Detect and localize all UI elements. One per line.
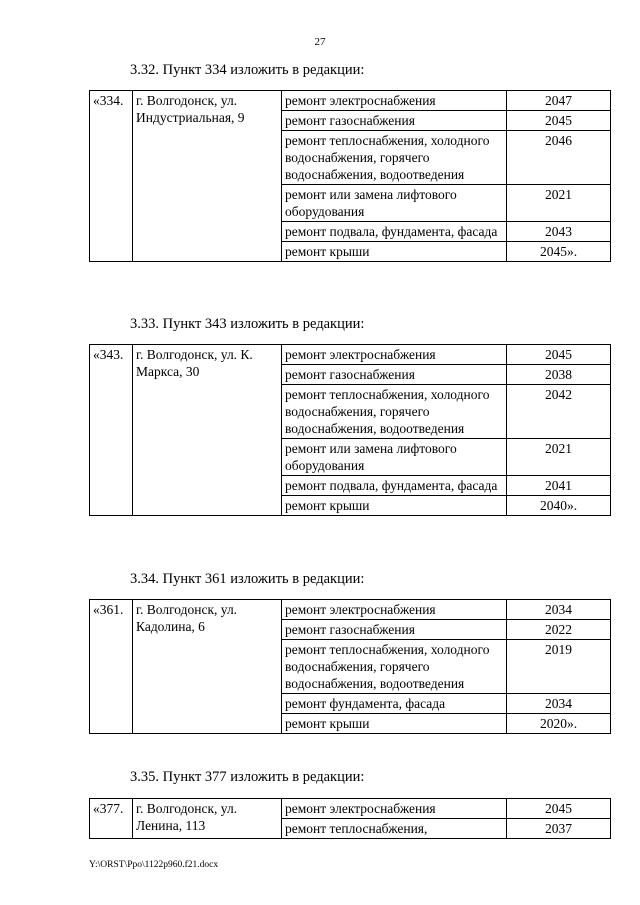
year-cell: 2046 (507, 131, 611, 185)
work-type-cell: ремонт электроснабжения (282, 600, 507, 620)
address-cell: г. Волгодонск, ул. Ленина, 113 (133, 799, 282, 839)
year-cell: 2021 (507, 439, 611, 476)
work-type-cell: ремонт теплоснабжения, (282, 819, 507, 839)
year-cell: 2037 (507, 819, 611, 839)
year-cell: 2019 (507, 640, 611, 694)
year-cell: 2043 (507, 222, 611, 242)
work-type-cell: ремонт газоснабжения (282, 111, 507, 131)
page-number: 27 (314, 36, 326, 48)
item-number: «343. (90, 345, 133, 516)
work-type-cell: ремонт подвала, фундамента, фасада (282, 476, 507, 496)
year-cell: 2034 (507, 600, 611, 620)
item-number: «334. (90, 91, 133, 262)
year-cell: 2020». (507, 714, 611, 734)
year-cell: 2041 (507, 476, 611, 496)
section-heading: 3.32. Пункт 334 изложить в редакции: (130, 62, 365, 78)
item-number: «361. (90, 600, 133, 734)
work-type-cell: ремонт крыши (282, 242, 507, 262)
address-cell: г. Волгодонск, ул. Индустриальная, 9 (133, 91, 282, 262)
schedule-table (89, 798, 611, 839)
year-cell: 2045 (507, 111, 611, 131)
table-row (90, 600, 611, 620)
year-cell: 2040». (507, 496, 611, 516)
year-cell: 2045 (507, 799, 611, 819)
year-cell: 2034 (507, 694, 611, 714)
work-type-cell: ремонт газоснабжения (282, 620, 507, 640)
work-type-cell: ремонт подвала, фундамента, фасада (282, 222, 507, 242)
work-type-cell: ремонт электроснабжения (282, 345, 507, 365)
work-type-cell: ремонт теплоснабжения, холодного водоснабжения, горячего водоснабжения, водоотведения (282, 385, 507, 439)
year-cell: 2047 (507, 91, 611, 111)
year-cell: 2042 (507, 385, 611, 439)
work-type-cell: ремонт крыши (282, 496, 507, 516)
schedule-table (89, 90, 611, 262)
work-type-cell: ремонт газоснабжения (282, 365, 507, 385)
work-type-cell: ремонт электроснабжения (282, 799, 507, 819)
footer-file-path: Y:\ORST\Ppo\1122p960.f21.docx (89, 860, 219, 870)
year-cell: 2045 (507, 345, 611, 365)
work-type-cell: ремонт электроснабжения (282, 91, 507, 111)
address-cell: г. Волгодонск, ул. Кадолина, 6 (133, 600, 282, 734)
table-row (90, 799, 611, 819)
section-heading: 3.34. Пункт 361 изложить в редакции: (130, 571, 365, 587)
table-row (90, 91, 611, 111)
schedule-table (89, 344, 611, 516)
work-type-cell: ремонт теплоснабжения, холодного водоснабжения, горячего водоснабжения, водоотведения (282, 640, 507, 694)
work-type-cell: ремонт фундамента, фасада (282, 694, 507, 714)
address-cell: г. Волгодонск, ул. К. Маркса, 30 (133, 345, 282, 516)
table-row (90, 345, 611, 365)
work-type-cell: ремонт или замена лифтового оборудования (282, 185, 507, 222)
section-heading: 3.33. Пункт 343 изложить в редакции: (130, 316, 365, 332)
year-cell: 2022 (507, 620, 611, 640)
year-cell: 2045». (507, 242, 611, 262)
schedule-table (89, 599, 611, 734)
year-cell: 2038 (507, 365, 611, 385)
work-type-cell: ремонт теплоснабжения, холодного водоснабжения, горячего водоснабжения, водоотведения (282, 131, 507, 185)
year-cell: 2021 (507, 185, 611, 222)
work-type-cell: ремонт крыши (282, 714, 507, 734)
work-type-cell: ремонт или замена лифтового оборудования (282, 439, 507, 476)
section-heading: 3.35. Пункт 377 изложить в редакции: (130, 769, 365, 785)
item-number: «377. (90, 799, 133, 839)
